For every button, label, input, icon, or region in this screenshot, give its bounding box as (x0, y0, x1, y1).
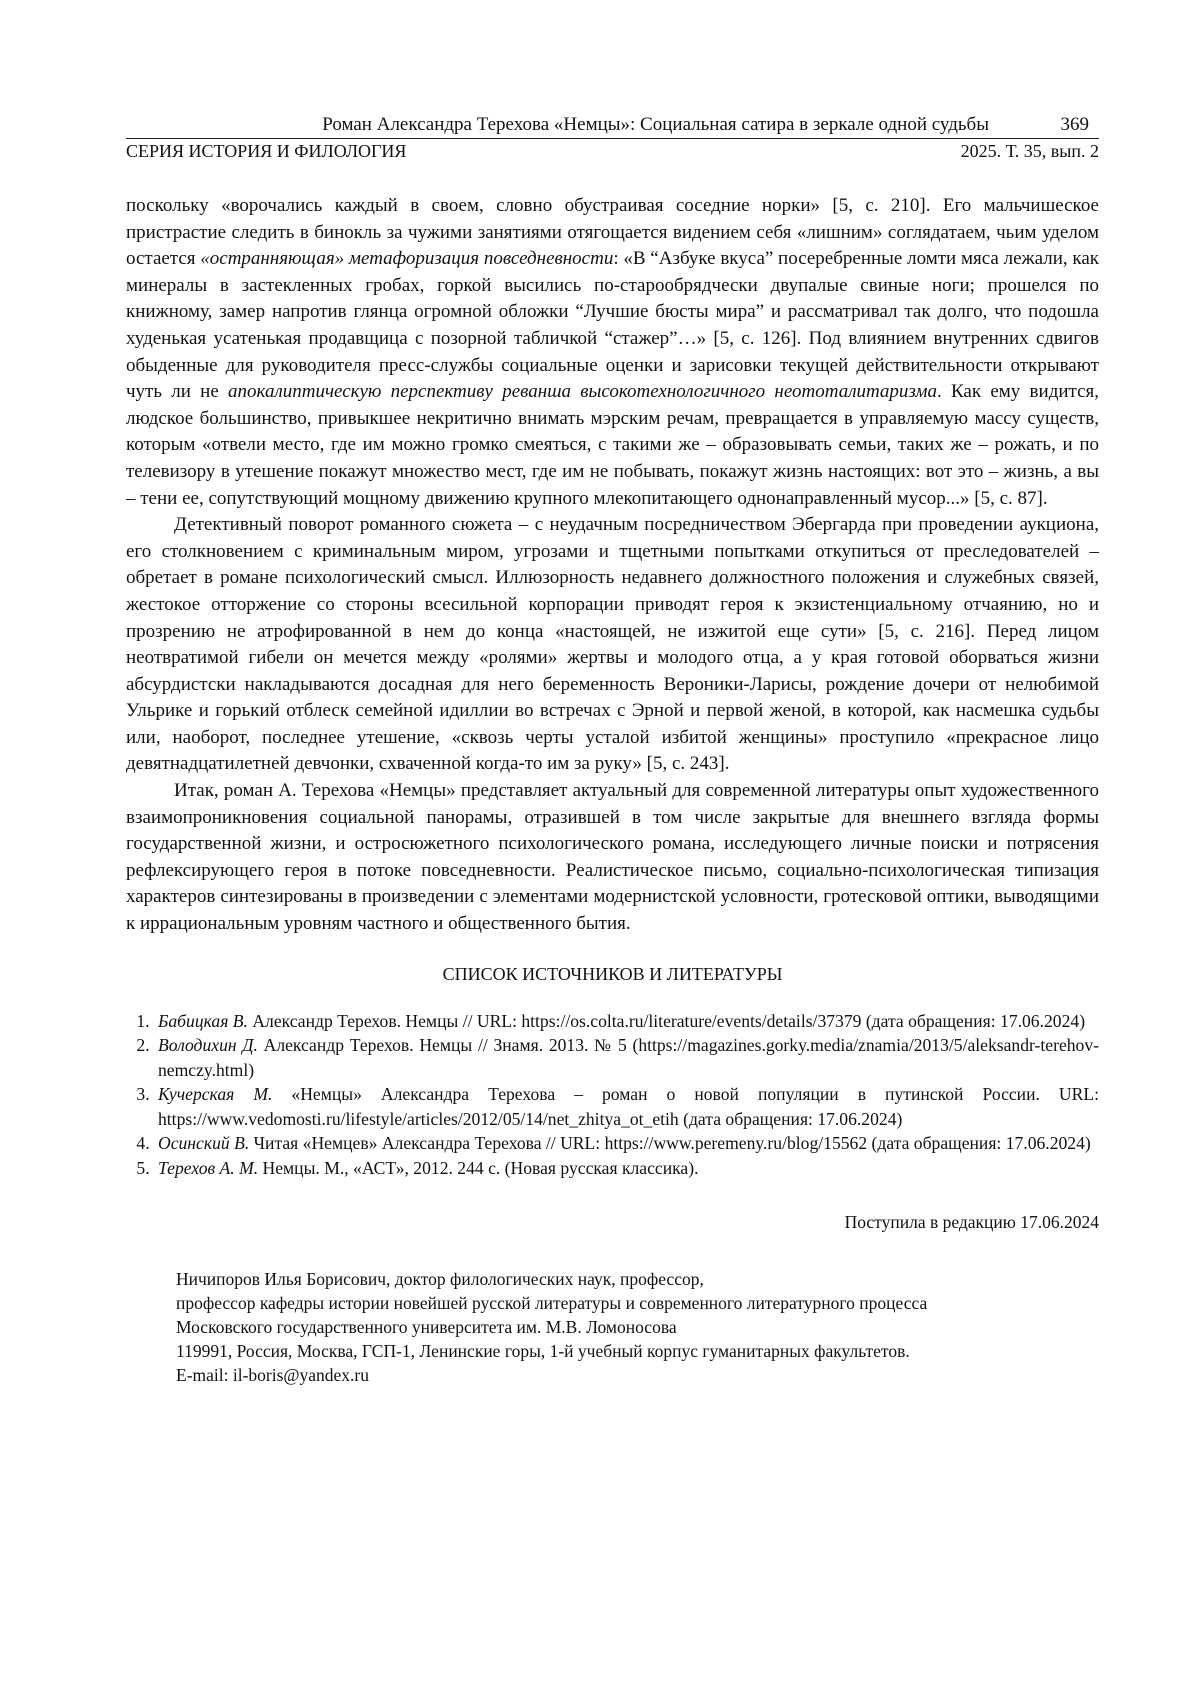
received-date: Поступила в редакцию 17.06.2024 (844, 1212, 1099, 1233)
running-subheader (126, 139, 1099, 165)
author-address: 119991, Россия, Москва, ГСП-1, Ленинские горы, 1-й учебный корпус гуманитарных факультетов. (176, 1341, 910, 1362)
paragraph-2: Детективный поворот романного сюжета – с неудачным посредничеством Эбергарда при проведении аукциона, его столкновением с криминальным миром, угрозами и тщетными попытками откупиться от преследователей – обретает в романе психологический смысл. Иллюзорность недавнего должностного положения и служебных связей, жестокое отторжение со стороны всесильной корпорации приводят героя к экзистенциальному отчаянию, но и прозрению не атрофированной в нем до конца «настоящей, не изжитой еще сути» [5, с. 216]. Перед лицом неотвратимой гибели он мечется между «ролями» жертвы и молодого отца, а у края готовой оборваться жизни абсурдистски накладываются досадная для него беременность Вероники-Ларисы, рождение дочери от нелюбимой Ульрике и горький отблеск семейной идиллии во встречах с Эрной и первой женой, в которой, как насмешка судьбы или, наоборот, последнее утешение, «сквозь черты усталой избитой женщины» проступило «прекрасное лицо девятнадцатилетней девчонки, схваченной когда-то им за руку» [5, с. 243]. (126, 514, 1099, 775)
page-number: 369 (1060, 114, 1089, 135)
author-email: E-mail: il-boris@yandex.ru (176, 1365, 370, 1386)
author-info (176, 1267, 1099, 1387)
author-affiliation: Московского государственного университета им. М.В. Ломоносова (176, 1317, 677, 1338)
author-name: Ничипоров Илья Борисович, доктор филологических наук, профессор, (176, 1269, 704, 1290)
reference-item: 2. Володихин Д. Александр Терехов. Немцы // Знамя. 2013. № 5 (https://magazines.gorky.media/znamia/2013/5/aleksandr-terehov-nemczy.html) (154, 1033, 1099, 1082)
paragraph-3: Итак, роман А. Терехова «Немцы» представляет актуальный для современной литературы опыт художественного взаимопроникновения социальной панорамы, отразившей в том числе закрытые для внешнего взгляда формы государственной жизни, и остросюжетного психологического романа, исследующего личные поиски и потрясения рефлексирующего героя в потоке повседневности. Реалистическое письмо, социально-психологическая типизация характеров синтезированы в произведении с элементами модернистской условности, гротесковой оптики, выводящими к иррациональным уровням частного и общественного бытия. (126, 780, 1099, 935)
article-body (126, 193, 1099, 938)
paragraph-1: поскольку «ворочались каждый в своем, словно обустраивая соседние норки» [5, с. 210]. Его мальчишеское пристрастие следить в бинокль за чужими занятиями отягощается видением себя «лишним» соглядатаем, чьим уделом остается «остранняющая» метафоризация повседневности: «В “Азбуке вкуса” посеребренные ломти мяса лежали, как минералы в застекленных гробах, горкой высились по-старообрядчески двупалые свиные ноги; прошелся по книжному, замер напротив глянца огромной обложки “Лучшие бюсты мира” и рассматривал так долго, что подошла худенькая усатенькая продавщица с позорной табличкой “стажер”…» [5, с. 126]. Под влиянием внутренних сдвигов обыденные для руководителя пресс-службы социальные оценки и зарисовки текущей действительности открывают чуть ли не апокалиптическую перспективу реванша высокотехнологичного неототалитаризма. Как ему видится, людское большинство, привыкшее некритично внимать мэрским речам, превращается в управляемую массу существ, которым «отвели место, где им можно громко смеяться, с такими же – образовывать семьи, таких же – рожать, и по телевизору в утешение покажут множество мест, где им не побывать, покажут жизнь настоящих: вот это – жизнь, а вы – тени ее, сопутствующий мощному движению крупного млекопитающего однонаправленный мусор...» [5, с. 87]. (126, 195, 1099, 509)
italic-emphasis: апокалиптическую перспективу реванша высокотехнологичного неототалитаризма (228, 381, 937, 403)
journal-page (126, 112, 1099, 1387)
italic-emphasis: «остранняющая» метафоризация повседневности (200, 248, 614, 270)
article-running-title: Роман Александра Терехова «Немцы»: Социальная сатира в зеркале одной судьбы (322, 114, 989, 135)
journal-issue: 2025. Т. 35, вып. 2 (960, 141, 1099, 161)
references-heading: СПИСОК ИСТОЧНИКОВ И ЛИТЕРАТУРЫ (442, 963, 783, 984)
author-position: профессор кафедры истории новейшей русской литературы и современного литературного процесса (176, 1293, 928, 1314)
running-header (126, 112, 1099, 138)
references-list (126, 1009, 1099, 1181)
reference-item: 3. Кучерская М. «Немцы» Александра Терехова – роман о новой популяции в путинской России. URL: https://www.vedomosti.ru/lifestyle/articles/2012/05/14/net_zhitya_ot_etih (дата обращения: 17.06.2024) (154, 1082, 1099, 1131)
reference-item: 1. Бабицкая В. Александр Терехов. Немцы // URL: https://os.colta.ru/literature/events/details/37379 (дата обращения: 17.06.2024) (154, 1009, 1099, 1034)
journal-series: СЕРИЯ ИСТОРИЯ И ФИЛОЛОГИЯ (126, 141, 407, 161)
reference-item: 4. Осинский В. Читая «Немцев» Александра Терехова // URL: https://www.peremeny.ru/blog/15562 (дата обращения: 17.06.2024) (154, 1131, 1099, 1156)
reference-item: 5. Терехов А. М. Немцы. М., «АСТ», 2012. 244 с. (Новая русская классика). (154, 1156, 1099, 1181)
